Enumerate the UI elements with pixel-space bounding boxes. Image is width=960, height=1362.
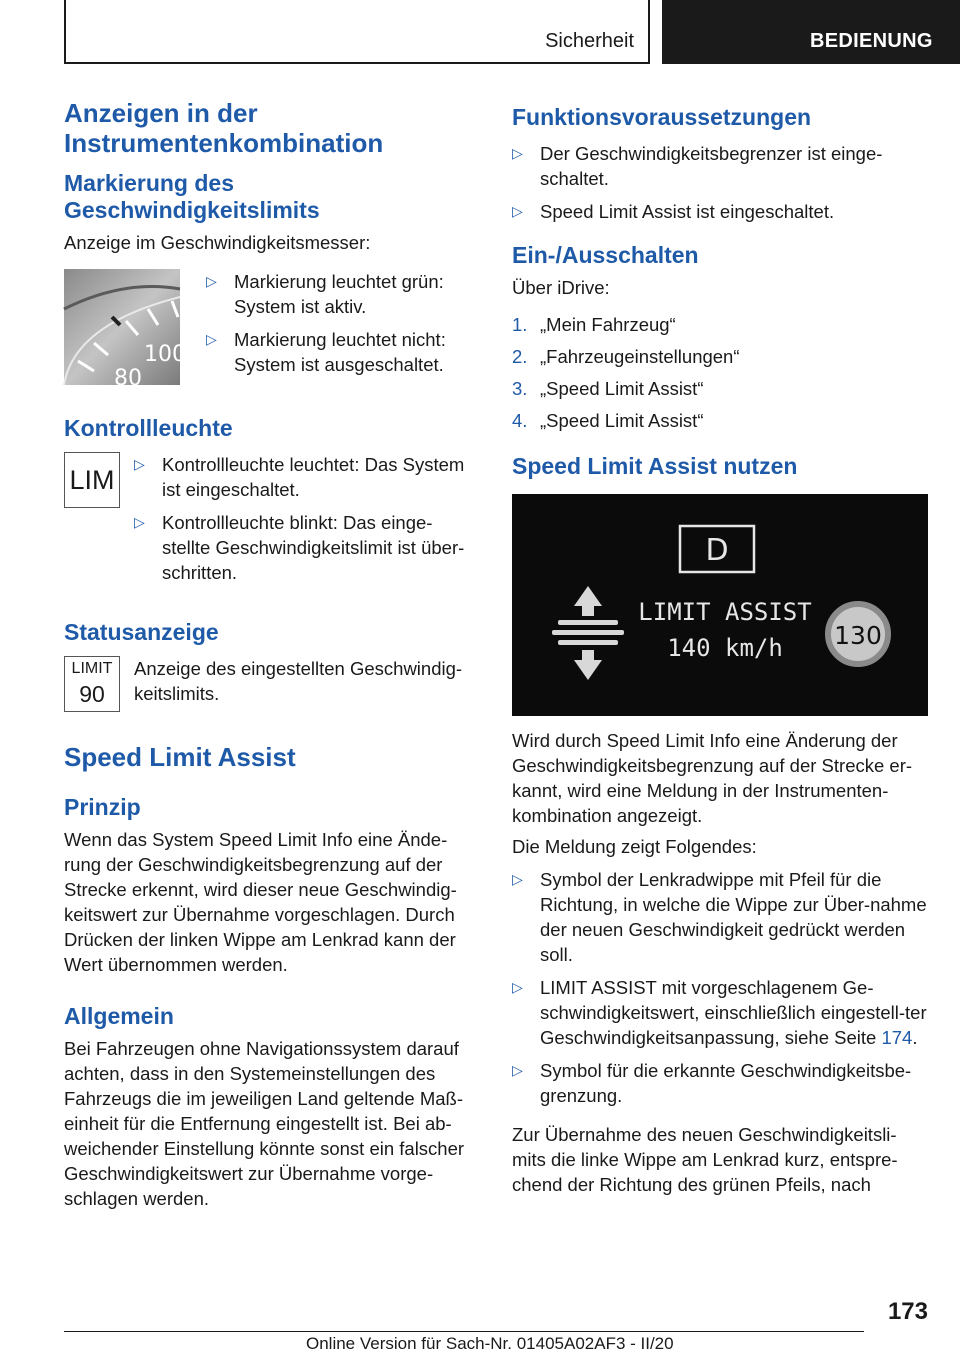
limit-assist-speed: 140 km/h — [667, 634, 783, 662]
header-chapter-label: BEDIENUNG — [810, 30, 933, 52]
heading-sla-nutzen: Speed Limit Assist nutzen — [512, 453, 798, 479]
right-column — [512, 104, 928, 1197]
text-uebernahme: Zur Übernahme des neuen Geschwindigkeitsli-mits die linke Wippe am Lenkrad kurz, entspre-chend der Richtung des grünen Pfeils, nach — [512, 1124, 898, 1195]
left-column — [64, 98, 480, 1211]
speedo-label-100: 100 — [144, 342, 186, 367]
text-ueber-idrive: Über iDrive: — [512, 277, 610, 298]
limit-assist-label: LIMIT ASSIST — [638, 598, 812, 626]
heading-allgemein: Allgemein — [64, 1003, 174, 1029]
text-prinzip: Wenn das System Speed Limit Info eine Ände-rung der Geschwindigkeitsbegrenzung auf der Strecke erkennt, wird dieser neue Geschwindig-keitswert zur Übernahme vorgeschlagen. Durch Drücken der linken Wippe am Lenkrad kann der Wert übernommen werden. — [64, 829, 457, 975]
limit-status-icon — [64, 656, 120, 712]
markierung-list — [194, 269, 480, 385]
list-item: ▷ Der Geschwindigkeitsbegrenzer ist einge-schaltet. — [512, 141, 928, 191]
text-folgendes: Die Meldung zeigt Folgendes: — [512, 836, 757, 857]
lim-indicator-icon — [64, 452, 120, 508]
list-item: ▷ Markierung leuchtet nicht: System ist ausgeschaltet. — [206, 327, 480, 377]
heading-prinzip: Prinzip — [64, 794, 141, 820]
gear-indicator: D — [705, 533, 729, 568]
list-item: ▷ Kontrollleuchte leuchtet: Das System ist eingeschaltet. — [134, 452, 480, 502]
footer-text: Online Version für Sach-Nr. 01405A02AF3 - II/20 — [306, 1334, 674, 1353]
idrive-steps — [512, 312, 928, 433]
lim-indicator-label: LIM — [69, 464, 115, 495]
list-item: ▷ Speed Limit Assist ist eingeschaltet. — [512, 199, 928, 224]
kontroll-block — [64, 452, 480, 593]
list-item: 1. „Mein Fahrzeug“ — [512, 314, 676, 335]
kontroll-list — [134, 452, 480, 593]
heading-funktionsvoraussetzungen: Funktionsvoraussetzungen — [512, 104, 812, 130]
speedometer-image — [64, 269, 186, 391]
status-block — [64, 656, 480, 712]
list-item: ▷ Kontrollleuchte blinkt: Das einge-stellte Geschwindigkeitslimit ist über-schritten. — [134, 510, 480, 585]
page-number: 173 — [887, 1298, 928, 1325]
list-item: ▷ LIMIT ASSIST mit vorgeschlagenem Ge-schwindigkeitswert, einschließlich eingestell-ter Geschwindigkeitsanpassung, siehe Seite 174. — [512, 975, 928, 1050]
header-bar — [64, 0, 650, 64]
list-item: ▷ Symbol für die erkannte Geschwindigkeitsbe-grenzung. — [512, 1058, 928, 1108]
text-allgemein: Bei Fahrzeugen ohne Navigationssystem darauf achten, dass in den Systemeinstellungen des Fahrzeugs die im jeweiligen Land geltende Maß-einheit für die Entfernung eingestellt ist. Bei ab-weichender Einstellung könnte sonst ein falscher Geschwindigkeitswert zur Übernahme vorge-schlagen werden. — [64, 1038, 465, 1209]
heading-kontrollleuchte: Kontrollleuchte — [64, 415, 233, 441]
limit-status-value: 90 — [79, 681, 105, 707]
funktion-list — [512, 141, 928, 224]
header-chapter-tab[interactable] — [662, 0, 960, 64]
list-item: ▷ Markierung leuchtet grün: System ist aktiv. — [206, 269, 480, 319]
heading-speed-limit-assist: Speed Limit Assist — [64, 742, 296, 772]
speedo-label-80: 80 — [114, 366, 142, 391]
heading-markierung: Markierung des Geschwindigkeitslimits — [64, 170, 320, 223]
limit-assist-display-image — [512, 494, 928, 716]
speed-sign-value: 130 — [834, 621, 882, 650]
header-section-title: Sicherheit — [545, 30, 634, 52]
list-item: ▷ Symbol der Lenkradwippe mit Pfeil für die Richtung, in welche die Wippe zur Über-nahme der neuen Geschwindigkeit gedrückt werden soll. — [512, 867, 928, 967]
meldung-list — [512, 867, 928, 1108]
heading-statusanzeige: Statusanzeige — [64, 619, 219, 645]
markierung-block — [64, 269, 480, 391]
list-item: 2. „Fahrzeugeinstellungen“ — [512, 346, 740, 367]
page-link-174[interactable]: 174 — [881, 1027, 913, 1048]
heading-instrumentenkombination: Anzeigen in der Instrumentenkombination — [64, 98, 384, 158]
text-statusanzeige: Anzeige des eingestellten Geschwindig-keitslimits. — [134, 658, 463, 704]
list-item: 3. „Speed Limit Assist“ — [512, 378, 704, 399]
list-item: 4. „Speed Limit Assist“ — [512, 410, 704, 431]
footer-divider — [64, 1331, 864, 1332]
text-anzeige-geschwindigkeitsmesser: Anzeige im Geschwindigkeitsmesser: — [64, 232, 371, 253]
heading-ein-ausschalten: Ein-/Ausschalten — [512, 242, 699, 268]
text-meldung: Wird durch Speed Limit Info eine Änderung der Geschwindigkeitsbegrenzung auf der Strecke er-kannt, wird eine Meldung in der Instrumenten-kombination angezeigt. — [512, 730, 913, 826]
limit-status-label: LIMIT — [71, 660, 113, 677]
